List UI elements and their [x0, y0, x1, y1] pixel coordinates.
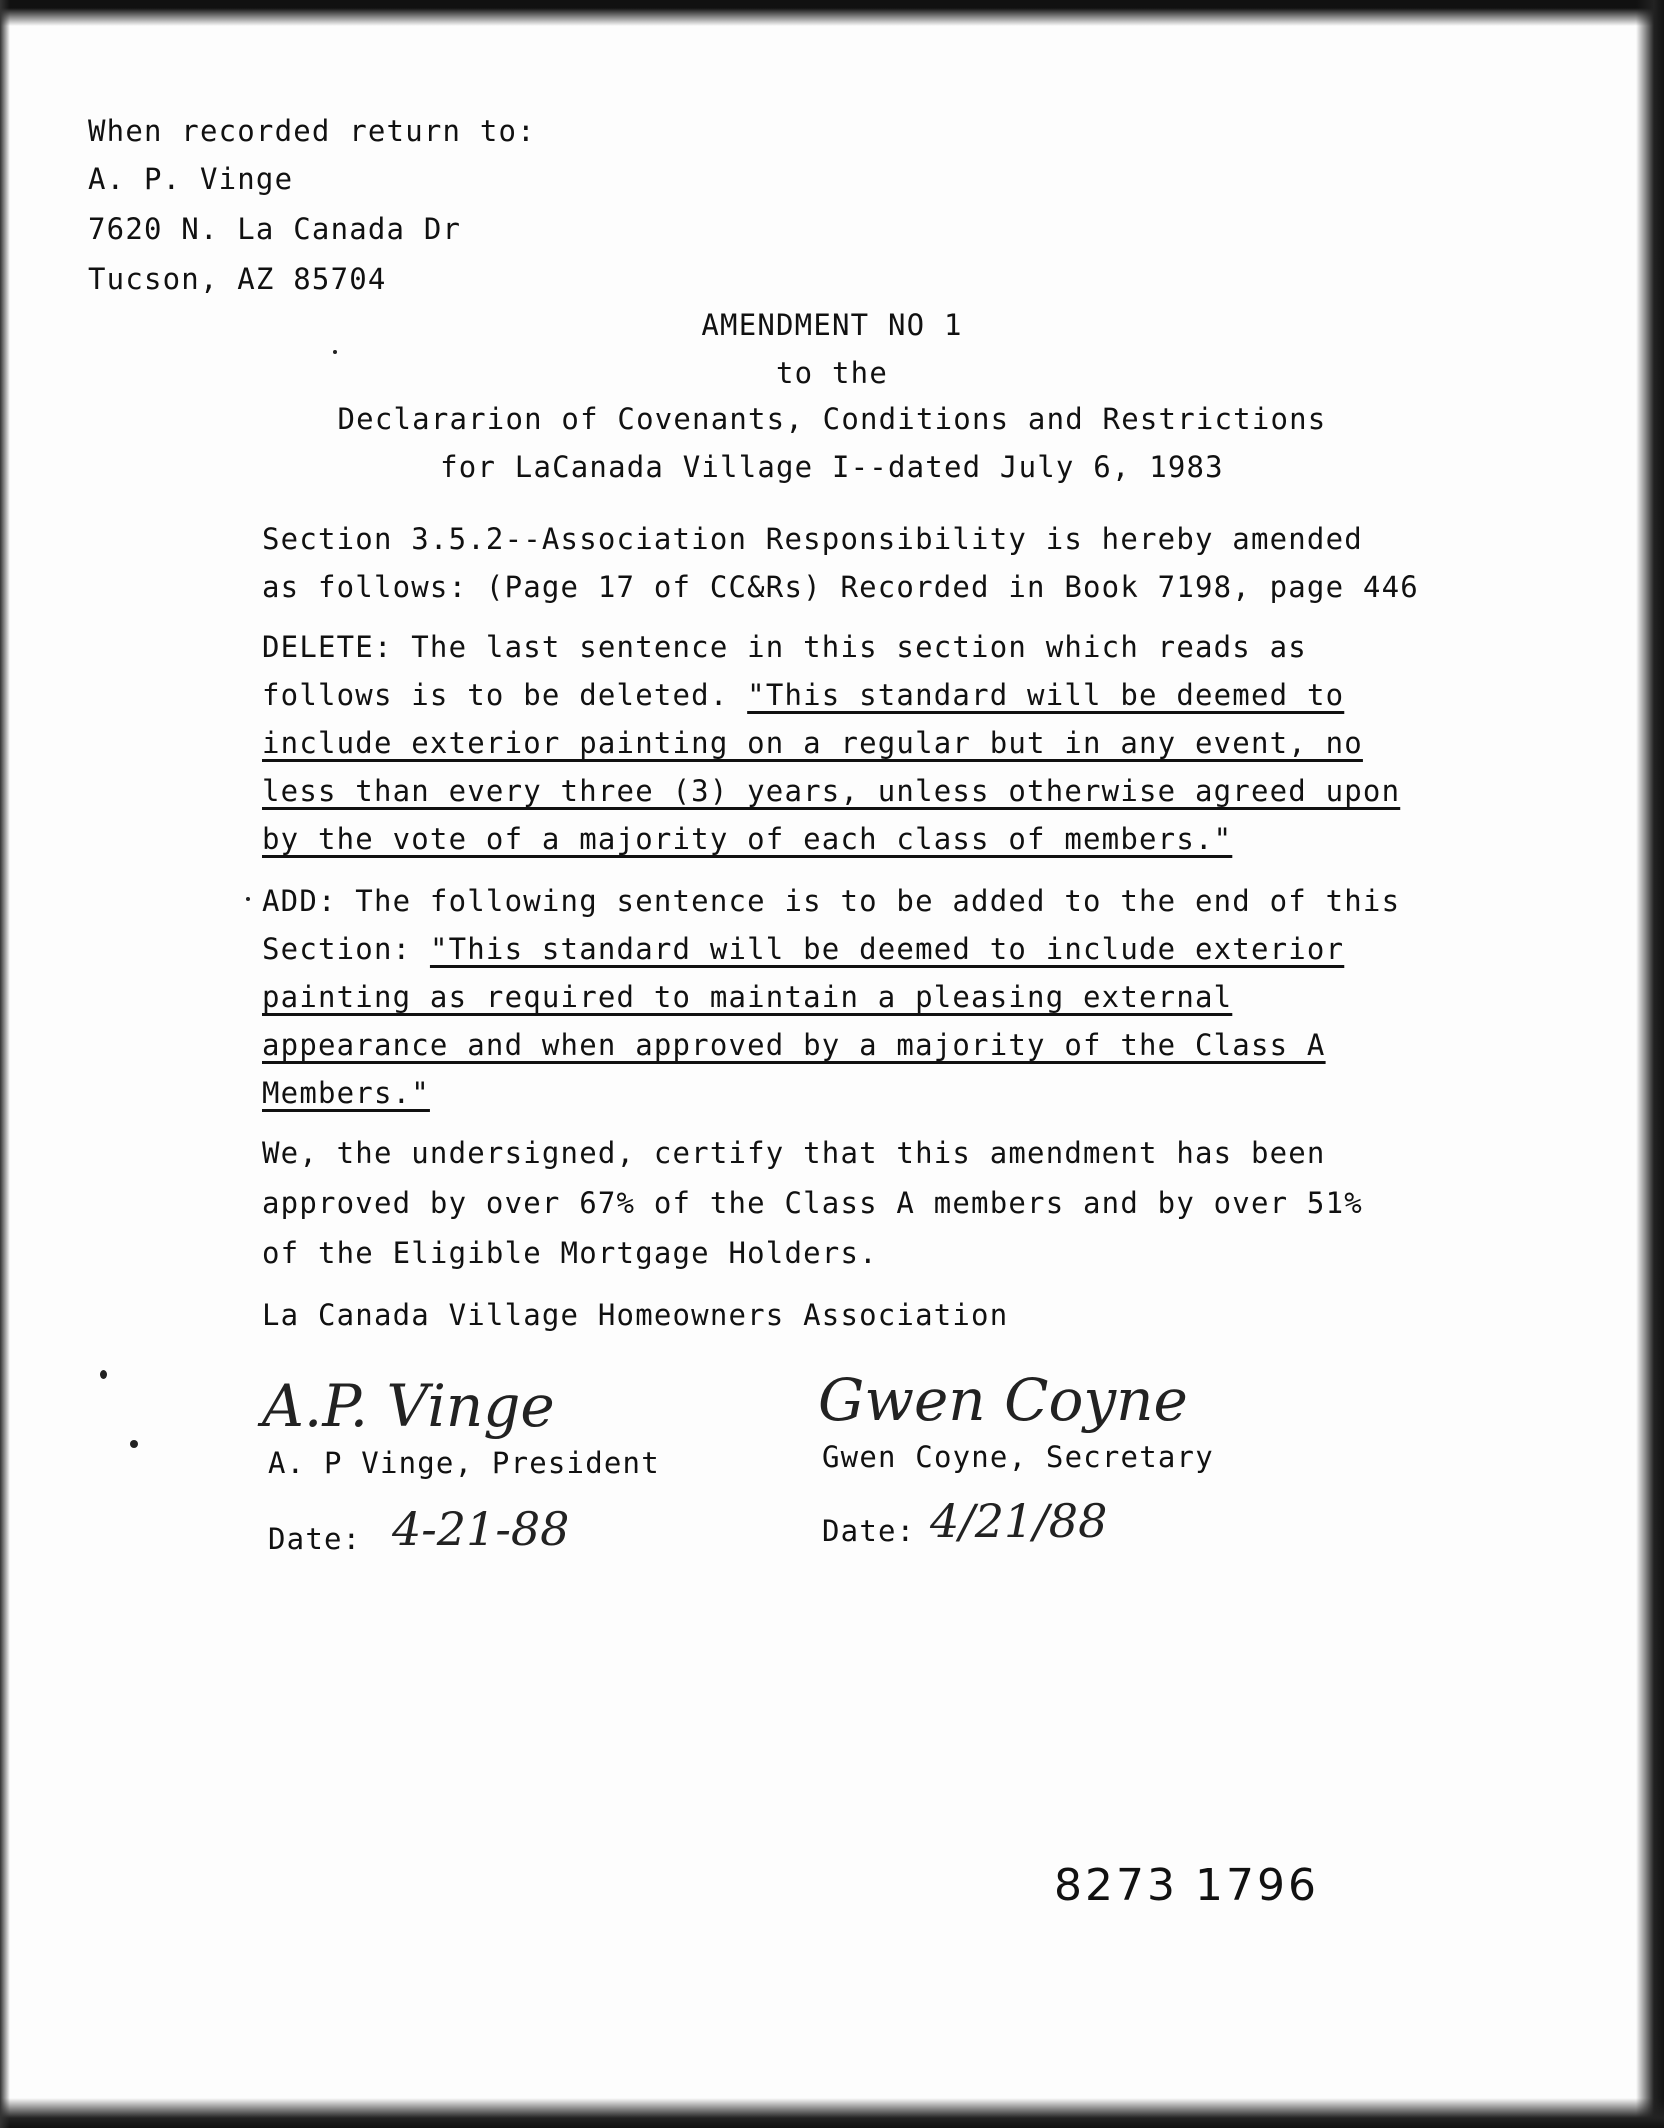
president-date-value: 4-21-88: [392, 1502, 570, 1556]
president-signature: A.P. Vinge: [262, 1372, 555, 1440]
scan-border-bottom: [0, 2098, 1664, 2128]
delete-quote-line-5: by the vote of a majority of each class of members.": [262, 822, 1233, 856]
return-street: 7620 N. La Canada Dr: [88, 212, 462, 246]
section-line-1: Section 3.5.2--Association Responsibility is hereby amended: [262, 522, 1363, 556]
delete-quote-line-4: less than every three (3) years, unless otherwise agreed upon: [262, 774, 1401, 808]
delete-line-2: [262, 678, 1344, 712]
recording-number: 8273 1796: [1054, 1860, 1319, 1911]
secretary-caption: Gwen Coyne, Secretary: [822, 1440, 1214, 1474]
delete-quote-line-3: include exterior painting on a regular but in any event, no: [262, 726, 1363, 760]
certify-line-1: We, the undersigned, certify that this amendment has been: [262, 1136, 1326, 1170]
add-line-1: ADD: The following sentence is to be added to the end of this: [262, 884, 1401, 918]
add-quote-line-5: Members.": [262, 1076, 430, 1110]
section-line-2: as follows: (Page 17 of CC&Rs) Recorded in Book 7198, page 446: [262, 570, 1419, 604]
secretary-date-value: 4/21/88: [930, 1494, 1108, 1548]
certify-line-3: of the Eligible Mortgage Holders.: [262, 1236, 878, 1270]
add-quote-line-4: appearance and when approved by a majority of the Class A: [262, 1028, 1326, 1062]
certify-line-2: approved by over 67% of the Class A members and by over 51%: [262, 1186, 1363, 1220]
scan-speck: [333, 350, 337, 354]
scan-speck: [100, 1370, 107, 1379]
delete-quote-start: "This standard will be deemed to: [747, 678, 1345, 712]
title-village-date: for LaCanada Village I--dated July 6, 1983: [440, 450, 1224, 484]
president-caption: A. P Vinge, President: [268, 1446, 660, 1480]
scan-border-top: [0, 0, 1664, 26]
scan-speck: [246, 897, 250, 901]
add-line-2-text: Section:: [262, 932, 430, 966]
return-name: A. P. Vinge: [88, 162, 294, 196]
return-label: When recorded return to:: [88, 114, 536, 148]
scan-speck: [130, 1440, 138, 1448]
title-declaration: Declararion of Covenants, Conditions and Restrictions: [337, 402, 1327, 436]
secretary-date-label: Date:: [822, 1514, 916, 1548]
amendment-title: AMENDMENT NO 1: [701, 308, 963, 342]
delete-line-2-text: follows is to be deleted.: [262, 678, 748, 712]
delete-line-1: DELETE: The last sentence in this section which reads as: [262, 630, 1307, 664]
secretary-signature: Gwen Coyne: [818, 1366, 1188, 1434]
add-line-2: [262, 932, 1344, 966]
add-quote-line-3: painting as required to maintain a pleasing external: [262, 980, 1233, 1014]
return-city: Tucson, AZ 85704: [88, 262, 387, 296]
association-name: La Canada Village Homeowners Association: [262, 1298, 1009, 1332]
add-quote-start: "This standard will be deemed to include exterior: [429, 932, 1345, 966]
title-to-the: to the: [776, 356, 888, 390]
president-date-label: Date:: [268, 1522, 362, 1556]
